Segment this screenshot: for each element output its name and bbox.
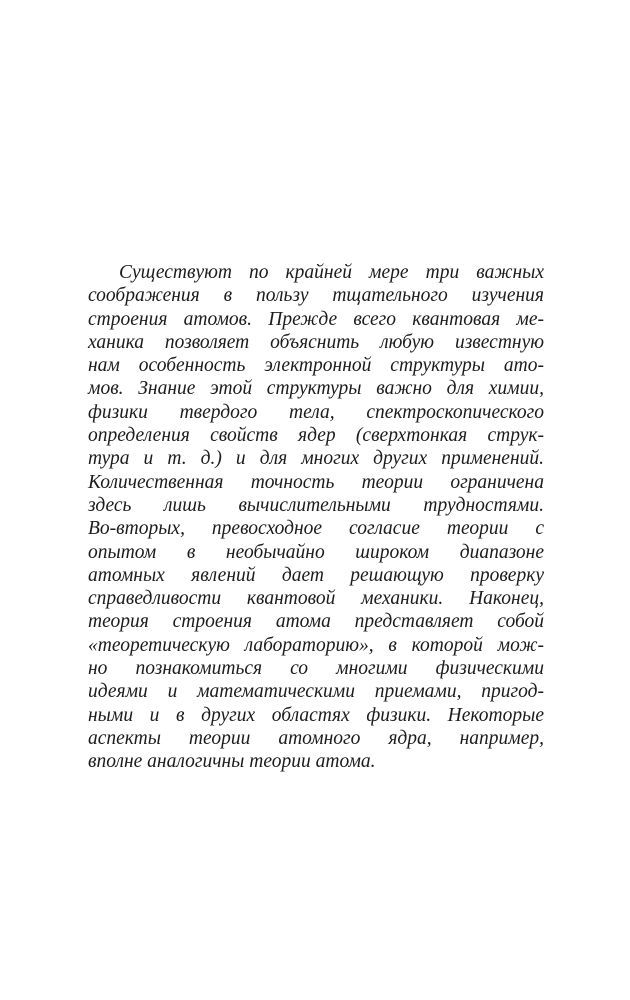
text-line: определения свойств ядер (сверхтонкая струк- (88, 425, 544, 447)
text-line: нам особенность электронной структуры ато- (88, 355, 544, 377)
text-line: опытом в необычайно широком диапазоне (88, 541, 544, 563)
text-line: физики твердого тела, спектроскопического (88, 401, 544, 423)
text-line: вполне аналогичны теории атома. (88, 751, 376, 773)
text-line: атомных явлений дает решающую проверку (88, 564, 544, 586)
text-line: здесь лишь вычислительными трудностями. (88, 494, 544, 516)
text-line: идеями и математическими приемами, пригод- (88, 681, 544, 703)
text-line: соображения в пользу тщательного изучения (88, 285, 544, 307)
text-line: тура и т. д.) и для многих других применений. (88, 448, 544, 470)
text-line: Количественная точность теории ограничена (88, 471, 544, 493)
text-line: ными и в других областях физики. Некоторые (88, 704, 544, 726)
text-line: ханика позволяет объяснить любую известную (88, 331, 544, 353)
text-line: аспекты теории атомного ядра, например, (88, 727, 544, 749)
text-line: но познакомиться со многими физическими (88, 658, 544, 680)
text-line: Существуют по крайней мере три важных (119, 262, 544, 283)
text-line: справедливости квантовой механики. Наконец, (88, 588, 544, 610)
text-line: строения атомов. Прежде всего квантовая ме- (88, 308, 544, 330)
text-line: «теоретическую лабораторию», в которой мож- (88, 634, 544, 656)
text-line: мов. Знание этой структуры важно для химии, (88, 378, 544, 400)
text-line: теория строения атома представляет собой (88, 611, 544, 633)
body-paragraph (88, 261, 544, 774)
text-line: Во-вторых, превосходное согласие теории с (88, 518, 544, 540)
